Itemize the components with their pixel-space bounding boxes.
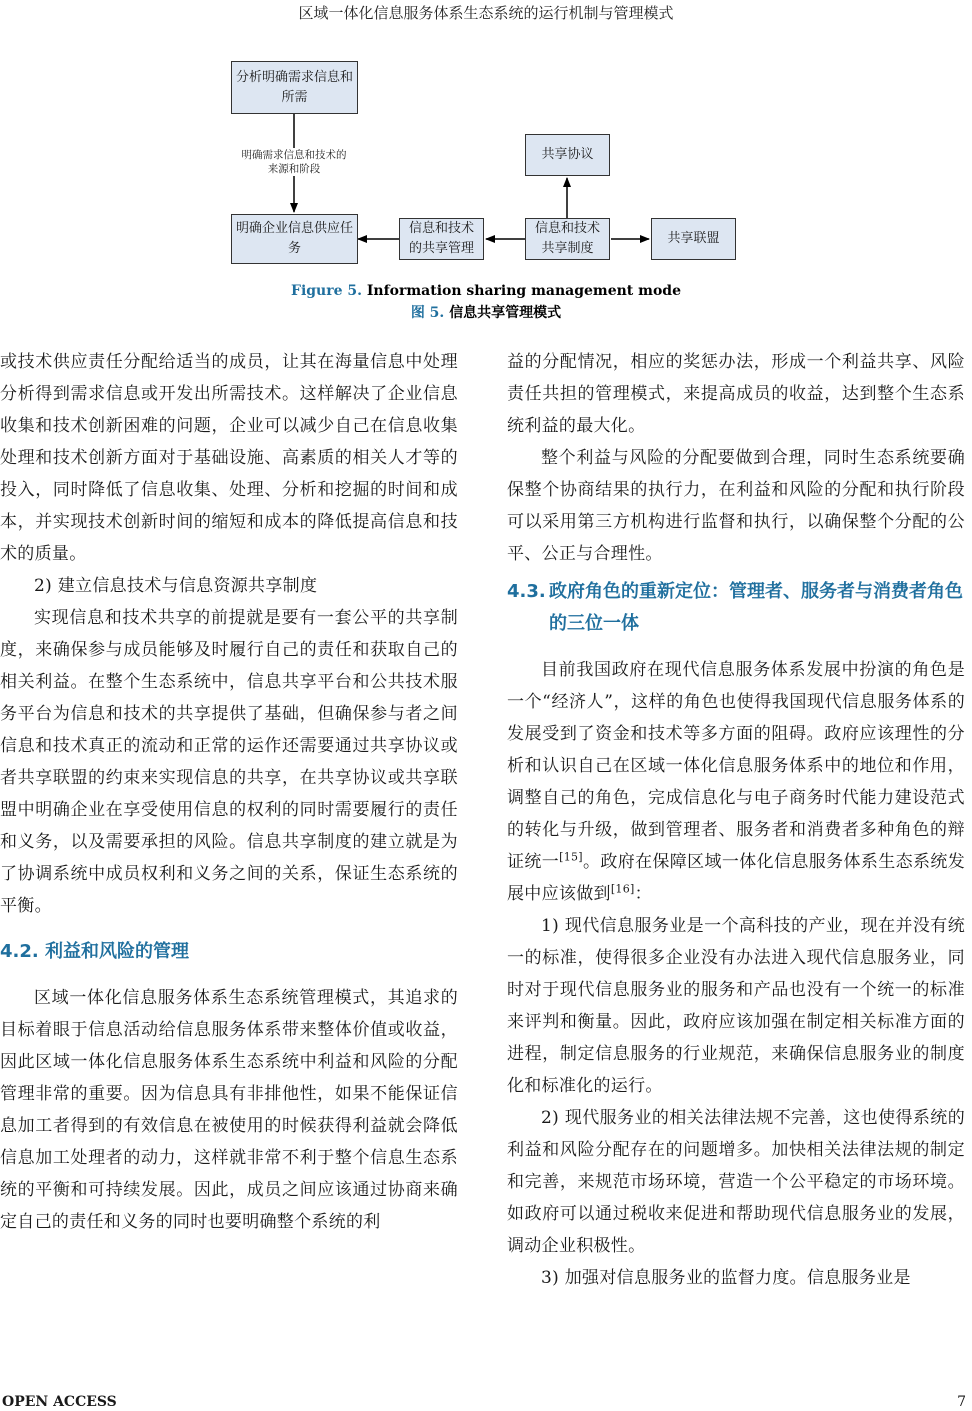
left-column (0, 346, 458, 1238)
edge-label-sources-stages: 明确需求信息和技术的来源和阶段 (241, 149, 347, 175)
figure-title-zh: 信息共享管理模式 (449, 305, 562, 321)
section-heading-4-2 (0, 922, 458, 982)
node-sharing-management: 信息和技术的共享管理 (399, 218, 484, 260)
paragraph: 区域一体化信息服务体系生态系统管理模式，其追求的目标着眼于信息活动给信息服务体系带来整体价值或收益，因此区域一体化信息服务体系生态系统中利益和风险的分配管理非常的重要。因为信息具有非排他性，如果不能保证信息加工者得到的有效信息在被使用的时候获得利益就会降低信息加工处理者的动力，这样就非常不利于整个信息生态系统的平衡和可持续发展。因此，成员之间应该通过协商来确定自己的责任和义务的同时也要明确整个系统的利 (0, 988, 458, 1232)
paragraph: 或技术供应责任分配给适当的成员，让其在海量信息中处理分析得到需求信息或开发出所需技术。这样解决了企业信息收集和技术创新困难的问题，企业可以减少自己在信息收集处理和技术创新方面对于基础设施、高素质的相关人才等的投入，同时降低了信息收集、处理、分析和挖掘的时间和成本，并实现技术创新时间的缩短和成本的降低提高信息和技术的质量。 (0, 352, 458, 564)
paragraph (507, 654, 965, 910)
node-sharing-agreement: 共享协议 (525, 134, 610, 176)
node-clarify-supply-task: 明确企业信息供应任务 (231, 214, 358, 264)
list-item: 2) 现代服务业的相关法律法规不完善，这也使得系统的利益和风险分配存在的问题增多。加快相关法律法规的制定和完善，来规范市场环境，营造一个公平稳定的市场环境。如政府可以通过税收来促进和帮助现代信息服务业的发展，调动企业积极性。 (507, 1108, 965, 1256)
open-access-label: OPEN ACCESS (2, 1394, 117, 1410)
figure-title-en: Information sharing management mode (366, 283, 681, 299)
figure-caption-en (0, 283, 972, 299)
list-item: 3) 加强对信息服务业的监督力度。信息服务业是 (541, 1268, 911, 1288)
diagram-arrows (0, 0, 972, 280)
list-item: 1) 现代信息服务业是一个高科技的产业，现在并没有统一的标准，使得很多企业没有办法进入现代信息服务业，同时对于现代信息服务业的服务和产品也没有一个统一的标准来评判和衡量。因此，政府应该加强在制定相关标准方面的进程，制定信息服务的行业规范，来确保信息服务业的制度化和标准化的运行。 (507, 916, 965, 1096)
figure-number-en: Figure 5. (291, 283, 362, 299)
running-head: 区域一体化信息服务体系生态系统的运行机制与管理模式 (298, 4, 674, 22)
figure-number-zh: 图 5. (410, 305, 445, 321)
section-title: 利益和风险的管理 (45, 941, 190, 962)
list-item: 2) 建立信息技术与信息资源共享制度 (34, 576, 318, 596)
paragraph-text: 。政府在保障区域一体化信息服务体系生态系统发展中应该做到 (507, 852, 965, 904)
paragraph-text: 目前我国政府在现代信息服务体系发展中扮演的角色是一个“经济人”，这样的角色也使得我国现代信息服务体系的发展受到了资金和技术等多方面的阻碍。政府应该理性的分析和认识自己在区域一体化信息服务体系中的地位和作用，调整自己的角色，完成信息化与电子商务时代能力建设范式的转化与升级，做到管理者、服务者和消费者多种角色的辩证统一 (507, 660, 965, 872)
citation-ref-16[interactable]: [16] (610, 882, 635, 896)
node-analyze-needs: 分析明确需求信息和所需 (231, 61, 358, 114)
section-heading-4-3 (507, 570, 965, 654)
section-title: 政府角色的重新定位：管理者、服务者与消费者角色的三位一体 (549, 581, 963, 634)
paragraph: 益的分配情况，相应的奖惩办法，形成一个利益共享、风险责任共担的管理模式，来提高成员的收益，达到整个生态系统利益的最大化。 (507, 352, 965, 436)
paragraph-text: ： (634, 884, 652, 904)
node-sharing-alliance: 共享联盟 (651, 218, 736, 260)
citation-ref-15[interactable]: [15] (559, 850, 583, 864)
figure-caption-zh (0, 302, 972, 322)
right-column (507, 346, 965, 1294)
section-number: 4.3. (507, 581, 546, 602)
node-sharing-system: 信息和技术共享制度 (525, 218, 610, 260)
page-number: 7 (957, 1394, 966, 1410)
section-number: 4.2. (0, 941, 39, 962)
paragraph: 实现信息和技术共享的前提就是要有一套公平的共享制度，来确保参与成员能够及时履行自己的责任和获取自己的相关利益。在整个生态系统中，信息共享平台和公共技术服务平台为信息和技术的共享提供了基础，但确保参与者之间信息和技术真正的流动和正常的运作还需要通过共享协议或者共享联盟的约束来实现信息的共享，在共享协议或共享联盟中明确企业在享受使用信息的权利的同时需要履行的责任和义务，以及需要承担的风险。信息共享制度的建立就是为了协调系统中成员权利和义务之间的关系，保证生态系统的平衡。 (0, 608, 458, 916)
paragraph: 整个利益与风险的分配要做到合理，同时生态系统要确保整个协商结果的执行力，在利益和风险的分配和执行阶段可以采用第三方机构进行监督和执行，以确保整个分配的公平、公正与合理性。 (507, 448, 965, 564)
